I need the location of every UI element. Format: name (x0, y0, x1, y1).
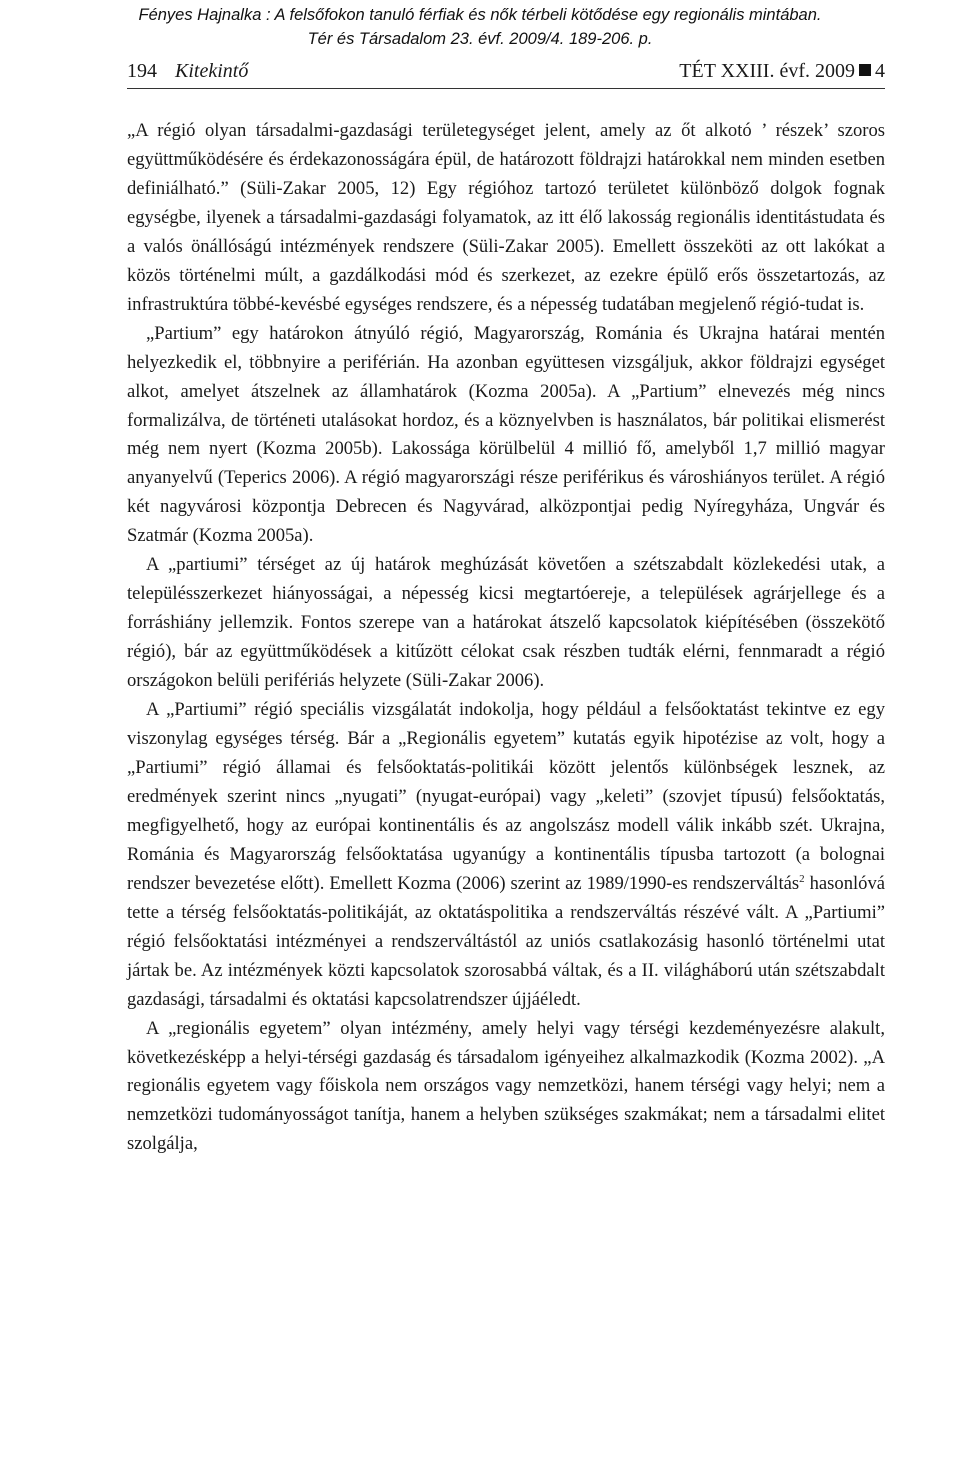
running-header-left (127, 60, 248, 83)
paragraph: „Partium” egy határokon átnyúló régió, Magyarország, Románia és Ukrajna határai mentén helyezkedik el, többnyire a periférián. Ha azonban együttesen vizsgáljuk, akkor földrajzi egységet alkot, amelyet átszelnek az államhatárok (Kozma 2005a). A „Partium” elnevezés még nincs formalizálva, de történeti utalásokat hordoz, és a köznyelvben is használatos, bár politikai elismerést még nem nyert (Kozma 2005b). Lakossága körülbelül 4 millió fő, amelyből 1,7 millió magyar anyanyelvű (Teperics 2006). A régió magyarországi része periférikus és városhiányos terület. A régió két nagyvárosi központja Debrecen és Nagyvárad, alközpontjai pedig Nyíregyháza, Ungvár és Szatmár (Kozma 2005a). (127, 322, 885, 547)
paragraph: A „regionális egyetem” olyan intézmény, amely helyi vagy térségi kezdeményezésre alakult, következésképp a helyi-térségi gazdaság és társadalom igényeihez alkalmazkodik (Kozma 2002). „A regionális egyetem vagy főiskola nem országos vagy nemzetközi, hanem térségi vagy helyi; nem a nemzetközi tudományosságot tanítja, hanem a helyben szükséges szakmákat; nem a társadalmi elitet szolgálja, (127, 1017, 885, 1155)
paragraph (127, 696, 885, 1014)
issue-number: 4 (875, 60, 885, 82)
paragraph: „A régió olyan társadalmi-gazdasági területegységet jelent, amely az őt alkotó ’ részek’ szoros együttműködésére és érdekazonosságára épül, de határozott földrajzi határokkal nem minden esetben definiálható.” (Süli-Zakar 2005, 12) Egy régióhoz tartozó területet különböző dolgok fognak egységbe, ilyenek a társadalmi-gazdasági folyamatok, az itt élő lakosság regionális identitástudata és a valós önállóságú intézmények rendszere (Süli-Zakar 2005). Emellett összeköti az ott lakókat a közös történelmi múlt, a gazdálkodási mód és szerkezet, az ezekre épülő erős összetartozás, az infrastruktúra többé-kevésbé egységes rendszere, és a népesség tudatában megjelenő régió-tudat is. (127, 120, 885, 315)
citation-line: Fényes Hajnalka : A felsőfokon tanuló férfiak és nők térbeli kötődése egy regionális mintában. (138, 6, 822, 24)
journal-name: TÉT XXIII. évf. 2009 (679, 60, 855, 82)
running-header (127, 58, 885, 89)
page-number: 194 (127, 60, 157, 82)
running-header-right (679, 60, 885, 83)
paragraph: A „partiumi” térséget az új határok meghúzását követően a szétszabdalt közlekedési utak, a településszerkezet hiányosságai, a népesség kicsi megtartóereje, a települések agrárjellege és a forráshiány jellemzik. Fontos szerepe van a határokat átszelő kapcsolatok kiépítésében (összekötő régió), bár az együttműködések a kitűzött célokat csak részben tudták elérni, fennmaradt a régió országokon belüli perifériás helyzete (Süli-Zakar 2006). (127, 554, 885, 692)
article-body (127, 117, 885, 1159)
square-bullet-icon (859, 64, 871, 76)
citation-line: Tér és Társadalom 23. évf. 2009/4. 189-206. p. (307, 30, 653, 48)
section-name: Kitekintő (175, 60, 249, 82)
footnote-marker[interactable]: 2 (799, 872, 805, 885)
paragraph-text: A „Partiumi” régió speciális vizsgálatát indokolja, hogy például a felsőoktatást tekintve ez egy viszonylag egységes térség. Bár a „Regionális egyetem” kutatás egyik hipotézise az volt, hogy a „Partiumi” régió államai és felsőoktatás-politikái között jelentős különbségek lesznek, az eredmények szerint nincs „nyugati” (nyugat-európai) vagy „keleti” (szovjet típusú) felsőoktatás, megfigyelhető, hogy az európai kontinentális és az angolszász modell válik inkább szét. Ukrajna, Románia és Magyarország felsőoktatása ugyanúgy a kontinentális típusba tartozott (a bolognai rendszer bevezetése előtt). Emellett Kozma (2006) szerint az 1989/1990-es rendszerváltás (127, 699, 885, 894)
paragraph-text: hasonlóvá tette a térség felsőoktatás-politikáját, az oktatáspolitika a rendszerváltás részévé vált. A „Partiumi” régió felsőoktatási intézményei a rendszerváltástól az uniós csatlakozásig hasonló történelmi utat jártak be. Az intézmények közti kapcsolatok szorosabbá váltak, és a II. világháború után szétszabdalt gazdasági, társadalmi és oktatási kapcsolatrendszer újjáéledt. (127, 872, 886, 1010)
